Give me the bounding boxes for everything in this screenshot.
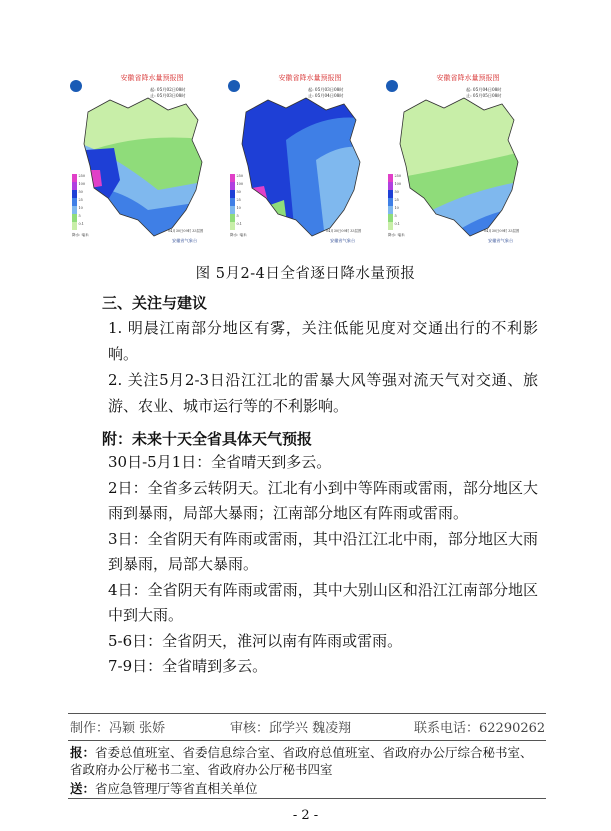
map-agency: 安徽省气象台 <box>172 238 198 243</box>
advice-item-1 <box>78 316 538 367</box>
map-may-3 <box>226 70 372 248</box>
legend-label: 10 <box>236 206 241 210</box>
figure-caption: 图 5月2-4日全省逐日降水量预报 <box>195 266 416 282</box>
legend-unit: 降水: 毫米 <box>388 233 405 237</box>
map-title: 安徽省降水量预报图 <box>278 74 342 82</box>
map-title: 安徽省降水量预报图 <box>436 74 500 82</box>
legend-label: 10 <box>394 206 399 210</box>
credit-phone: 联系电话：62290262 <box>414 721 546 736</box>
map-agency: 安徽省气象台 <box>330 238 356 243</box>
forecast-item: 5-6日：全省阴天，淮河以南有阵雨或雷雨。 <box>108 631 403 650</box>
legend-label: 25 <box>236 198 241 202</box>
footer-divider-mid <box>68 740 546 741</box>
legend-label: 0.1 <box>78 222 84 226</box>
advice-text: 2. 关注5月2-3日沿江江北的雷暴大风等强对流天气对交通、旅游、农业、城市运行等的不利影响。 <box>108 371 538 415</box>
forecast-item: 30日-5月1日：全省晴天到多云。 <box>108 453 332 471</box>
report-label: 报： <box>70 745 96 760</box>
footer-divider-bottom <box>68 798 546 799</box>
send-text: 省应急管理厅等省直相关单位 <box>95 781 258 796</box>
map-stamp: 04月30日09时 33层图 <box>484 229 520 233</box>
legend-label: 250 <box>394 174 401 178</box>
legend-label: 5 <box>78 214 81 218</box>
map-end-time: 止: 05月05日08时 <box>466 93 502 98</box>
report-text: 省委总值班室、省委信息综合室、省政府总值班室、省政府办公厅综合秘书室、省政府办公厅秘书二室、省政府办公厅秘书四室 <box>70 745 533 777</box>
map-end-time: 止: 05月03日08时 <box>150 93 186 98</box>
map-may-2 <box>68 70 214 248</box>
advice-text: 1. 明晨江南部分地区有雾，关注低能见度对交通出行的不利影响。 <box>108 319 538 363</box>
appendix-title: 附：未来十天全省具体天气预报 <box>102 430 313 448</box>
legend-label: 100 <box>78 182 85 186</box>
map-stamp: 04月30日09时 33层图 <box>168 229 204 233</box>
legend-label: 250 <box>236 174 243 178</box>
map-title: 安徽省降水量预报图 <box>120 74 184 82</box>
footer-divider-top <box>68 713 546 714</box>
map-end-time: 止: 05月04日08时 <box>308 93 344 98</box>
legend-label: 250 <box>78 174 85 178</box>
legend-label: 0.1 <box>236 222 242 226</box>
forecast-item: 2日：全省多云转阴天。江北有小到中等阵雨或雷雨，部分地区大雨到暴雨，局部大暴雨；江南部分地区有阵雨或雷雨。 <box>108 478 538 522</box>
forecast-item: 4日：全省阴天有阵雨或雷雨，其中大别山区和沿江江南部分地区中到大雨。 <box>108 580 538 624</box>
page-number: - 2 - <box>292 808 319 823</box>
legend-label: 50 <box>78 190 83 194</box>
legend-unit: 降水: 毫米 <box>72 233 89 237</box>
legend-label: 100 <box>236 182 243 186</box>
map-stamp: 04月30日09时 33层图 <box>326 229 362 233</box>
rainfall-maps <box>68 70 542 258</box>
legend-label: 50 <box>394 190 399 194</box>
send-label: 送： <box>70 781 96 796</box>
forecast-list <box>78 450 538 680</box>
map-agency: 安徽省气象台 <box>488 238 514 243</box>
advice-item-2 <box>78 368 538 419</box>
map-start-time: 起: 05月03日08时 <box>308 87 344 92</box>
send-to <box>70 780 540 797</box>
forecast-item: 7-9日：全省晴到多云。 <box>108 657 268 675</box>
credits-line <box>68 717 546 739</box>
section-title-advice: 三、关注与建议 <box>102 294 208 312</box>
map-may-4 <box>384 70 530 248</box>
legend-label: 25 <box>78 198 83 202</box>
map-start-time: 起: 05月04日08时 <box>466 87 502 92</box>
legend-label: 0.1 <box>394 222 400 226</box>
legend-unit: 降水: 毫米 <box>230 233 247 237</box>
legend-label: 50 <box>236 190 241 194</box>
credit-made: 制作：冯颖 张娇 <box>70 721 166 736</box>
legend-label: 25 <box>394 198 399 202</box>
legend-label: 5 <box>236 214 239 218</box>
legend-label: 10 <box>78 206 83 210</box>
forecast-item: 3日：全省阴天有阵雨或雷雨，其中沿江江北中雨，部分地区大雨到暴雨，局部大暴雨。 <box>108 529 538 573</box>
credit-review: 审核：邱学兴 魏凌翔 <box>230 721 352 736</box>
legend-label: 100 <box>394 182 401 186</box>
legend-label: 5 <box>394 214 397 218</box>
report-to <box>70 744 540 778</box>
map-start-time: 起: 05月02日08时 <box>150 87 186 92</box>
